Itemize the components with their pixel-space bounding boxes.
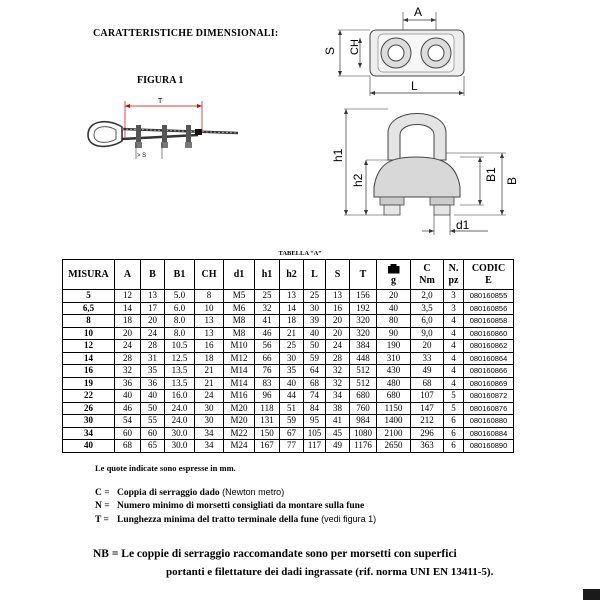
table-cell: 3 [444, 302, 464, 315]
column-header [280, 260, 304, 290]
table-cell: M8 [224, 327, 255, 340]
table-cell: 77 [280, 440, 304, 453]
table-cell: 080160872 [464, 390, 514, 403]
table-cell: 6 [444, 415, 464, 428]
units-note: Le quote indicate sono espresse in mm. [95, 463, 236, 473]
table-cell: 1176 [350, 440, 377, 453]
table-cell: 156 [350, 290, 377, 303]
figure-1-drawing [78, 95, 243, 170]
header-line-1: B1 [173, 268, 186, 280]
table-cell: M10 [224, 340, 255, 353]
header-line-1: h2 [286, 268, 297, 280]
table-cell: M22 [224, 427, 255, 440]
column-header [165, 260, 195, 290]
table-cell: 16.0 [165, 390, 195, 403]
column-header [141, 260, 165, 290]
table-cell: 16 [326, 302, 350, 315]
table-cell: 9,0 [411, 327, 444, 340]
dimension-h1-h2 [331, 109, 388, 215]
table-cell: 28 [141, 340, 165, 353]
table-cell: 13 [195, 327, 224, 340]
table-cell: 1150 [377, 402, 411, 415]
header-line-1: B [149, 268, 156, 280]
table-cell: 36 [141, 377, 165, 390]
table-cell: 20 [326, 327, 350, 340]
nb-line-1: NB = Le coppie di serraggio raccomandate sono per morsetti con superfici [93, 548, 457, 560]
column-header [115, 260, 141, 290]
table-cell: 10 [63, 327, 115, 340]
table-row [63, 327, 514, 340]
table-cell: 40 [63, 440, 115, 453]
column-header [464, 260, 514, 290]
table-cell: 512 [350, 365, 377, 378]
table-cell: 8.0 [165, 327, 195, 340]
table-cell: 24 [141, 327, 165, 340]
table-cell: 6 [444, 427, 464, 440]
table-cell: 34 [195, 440, 224, 453]
table-cell: 45 [326, 427, 350, 440]
table-cell: 4 [444, 327, 464, 340]
table-row [63, 352, 514, 365]
section-title: CARATTERISTICHE DIMENSIONALI: [93, 28, 279, 39]
table-cell: 4 [444, 340, 464, 353]
table-cell: 20 [411, 340, 444, 353]
table-cell: 320 [350, 327, 377, 340]
table-cell: 59 [304, 352, 326, 365]
header-line-1: A [123, 268, 132, 280]
table-cell: 5 [63, 290, 115, 303]
table-cell: 21 [195, 377, 224, 390]
table-cell: 680 [377, 390, 411, 403]
table-cell: 34 [63, 427, 115, 440]
table-cell: 68 [304, 377, 326, 390]
table-cell: 12 [63, 340, 115, 353]
table-cell: 21 [280, 327, 304, 340]
table-cell: 25 [304, 290, 326, 303]
table-cell: 147 [411, 402, 444, 415]
column-header [326, 260, 350, 290]
table-cell: M8 [224, 315, 255, 328]
header-line-2: pz [448, 274, 459, 286]
header-line-1: T [359, 268, 367, 280]
table-cell: 49 [326, 440, 350, 453]
table-cell: 4 [444, 352, 464, 365]
table-cell: 430 [377, 365, 411, 378]
table-cell: 55 [141, 415, 165, 428]
table-cell: 480 [377, 377, 411, 390]
table-cell: 49 [411, 365, 444, 378]
h1-label: h1 [331, 148, 345, 162]
legend-key: C = [95, 488, 110, 498]
table-cell: 24.0 [165, 415, 195, 428]
legend-c [95, 487, 284, 498]
header-line-1: h1 [261, 268, 273, 280]
table-cell: 74 [304, 390, 326, 403]
l-label: L [411, 79, 418, 93]
table-cell: 310 [377, 352, 411, 365]
table-cell: 64 [304, 365, 326, 378]
clip-body-top [370, 30, 464, 76]
b-label: B [505, 176, 519, 185]
legend-n [95, 501, 364, 511]
table-cell: 66 [255, 352, 280, 365]
table-cell: 90 [377, 327, 411, 340]
table-cell: 680 [350, 390, 377, 403]
table-cell: 56 [255, 340, 280, 353]
table-cell: M12 [224, 352, 255, 365]
legend-text: Lunghezza minima del tratto terminale della fune [117, 515, 319, 525]
table-cell: 10.5 [165, 340, 195, 353]
table-cell: 13 [326, 290, 350, 303]
dimension-l [370, 76, 464, 96]
table-cell: 35 [141, 365, 165, 378]
table-row [63, 427, 514, 440]
table-cell: 30 [195, 402, 224, 415]
table-cell: 68 [115, 440, 141, 453]
table-cell: 96 [255, 390, 280, 403]
b1-label: B1 [484, 167, 498, 182]
table-cell: 190 [377, 340, 411, 353]
corner-mark [583, 589, 600, 600]
table-row [63, 290, 514, 303]
table-cell: 32 [326, 365, 350, 378]
table-cell: 30.0 [165, 427, 195, 440]
header-line-1: C [423, 262, 431, 274]
table-cell: 5 [444, 402, 464, 415]
table-cell: 35 [280, 365, 304, 378]
table-cell: 40 [141, 390, 165, 403]
dimensions-table [62, 259, 514, 453]
table-cell: 80 [377, 315, 411, 328]
table-cell: 18 [195, 352, 224, 365]
header-line-1: S [334, 268, 341, 280]
column-header [304, 260, 326, 290]
table-cell: 30 [304, 302, 326, 315]
table-row [63, 440, 514, 453]
table-cell: 33 [411, 352, 444, 365]
table-cell: 41 [255, 315, 280, 328]
legend-t [95, 514, 376, 525]
dimension-s-ch [323, 30, 370, 76]
table-cell: 080160866 [464, 365, 514, 378]
table-cell: 13.5 [165, 377, 195, 390]
table-cell: 3,5 [411, 302, 444, 315]
table-cell: 40 [280, 377, 304, 390]
table-cell: 34 [326, 390, 350, 403]
table-cell: 2,0 [411, 290, 444, 303]
table-cell: 24 [115, 340, 141, 353]
h2-label: h2 [351, 173, 365, 187]
table-row [63, 390, 514, 403]
nb-line-2: portanti e filettature dei dadi ingrassate (rif. norma UNI EN 13411-5). [166, 566, 494, 578]
table-cell: 20 [115, 327, 141, 340]
header-line-2: g [391, 274, 396, 286]
table-cell: M6 [224, 302, 255, 315]
table-cell: 40 [377, 302, 411, 315]
table-cell: 1080 [350, 427, 377, 440]
table-cell: 31 [141, 352, 165, 365]
table-cell: 46 [115, 402, 141, 415]
table-cell: 30 [195, 415, 224, 428]
table-cell: 14 [115, 302, 141, 315]
table-title: TABELLA “A” [278, 250, 322, 257]
table-cell: 14 [63, 352, 115, 365]
table-cell: 8 [63, 315, 115, 328]
table-cell: 080160880 [464, 415, 514, 428]
table-cell: 14 [280, 302, 304, 315]
clip-top-view-drawing [318, 2, 478, 100]
table-cell: 39 [304, 315, 326, 328]
table-cell: 6,0 [411, 315, 444, 328]
table-cell: 296 [411, 427, 444, 440]
table-cell: 167 [255, 440, 280, 453]
table-cell: 12 [115, 290, 141, 303]
table-cell: 21 [195, 365, 224, 378]
header-line-2: E [485, 274, 492, 286]
table-cell: 44 [280, 390, 304, 403]
table-cell: 080160858 [464, 315, 514, 328]
table-cell: 8 [195, 290, 224, 303]
table-cell: 25 [280, 340, 304, 353]
column-header [195, 260, 224, 290]
s-dimension-label: > S [137, 153, 147, 159]
table-cell: 080160884 [464, 427, 514, 440]
table-cell: 12.5 [165, 352, 195, 365]
table-cell: 65 [141, 440, 165, 453]
table-cell: 080160864 [464, 352, 514, 365]
table-cell: 32 [326, 377, 350, 390]
table-cell: 20 [377, 290, 411, 303]
table-cell: 080160890 [464, 440, 514, 453]
table-cell: 18 [280, 315, 304, 328]
table-cell: 3 [444, 290, 464, 303]
table-cell: M16 [224, 390, 255, 403]
table-cell: 84 [304, 402, 326, 415]
table-cell: 19 [63, 377, 115, 390]
table-cell: 363 [411, 440, 444, 453]
legend-key: T = [95, 515, 109, 525]
table-cell: 6.0 [165, 302, 195, 315]
table-cell: 448 [350, 352, 377, 365]
table-row [63, 377, 514, 390]
table-cell: 6 [444, 440, 464, 453]
table-cell: 13.5 [165, 365, 195, 378]
table-cell: 107 [411, 390, 444, 403]
table-cell: 54 [115, 415, 141, 428]
table-cell: 080160869 [464, 377, 514, 390]
t-dimension-label: T [158, 98, 163, 105]
table-cell: 18 [115, 315, 141, 328]
table-cell: 10 [195, 302, 224, 315]
column-header [63, 260, 115, 290]
table-cell: 512 [350, 377, 377, 390]
table-header-row [63, 260, 514, 290]
table-cell: 24 [195, 390, 224, 403]
table-cell: 24.0 [165, 402, 195, 415]
table-cell: 080160856 [464, 302, 514, 315]
header-line-1: MISURA [68, 268, 109, 280]
table-cell: 984 [350, 415, 377, 428]
table-cell: 13 [280, 290, 304, 303]
table-cell: 30 [280, 352, 304, 365]
header-line-1: CODIC [471, 262, 506, 274]
table-cell: M20 [224, 402, 255, 415]
table-cell: 20 [326, 315, 350, 328]
table-cell: 83 [255, 377, 280, 390]
table-cell: 080160855 [464, 290, 514, 303]
table-cell: 4 [444, 365, 464, 378]
table-cell: 36 [115, 377, 141, 390]
table-cell: 46 [255, 327, 280, 340]
table-cell: 60 [141, 427, 165, 440]
table-cell: 50 [141, 402, 165, 415]
column-header [411, 260, 444, 290]
legend-text: Coppia di serraggio dado [117, 488, 220, 498]
table-cell: 32 [115, 365, 141, 378]
table-cell: 30 [63, 415, 115, 428]
header-line-1: L [311, 268, 318, 280]
s-label: S [323, 46, 337, 55]
a-label: A [414, 5, 423, 19]
clip-body-side [374, 114, 460, 216]
table-cell: 131 [255, 415, 280, 428]
table-row [63, 365, 514, 378]
d1-label: d1 [456, 218, 470, 232]
table-cell: 16 [63, 365, 115, 378]
clip-side-view-drawing [318, 105, 519, 241]
table-cell: 2100 [377, 427, 411, 440]
table-cell: 16 [195, 340, 224, 353]
table-cell: 118 [255, 402, 280, 415]
table-cell: 17 [141, 302, 165, 315]
table-row [63, 402, 514, 415]
table-row [63, 340, 514, 353]
table-cell: 20 [141, 315, 165, 328]
legend-suffix: (vedi figura 1) [318, 514, 377, 524]
table-cell: M20 [224, 415, 255, 428]
column-header [444, 260, 464, 290]
table-cell: 105 [304, 427, 326, 440]
table-row [63, 302, 514, 315]
table-cell: 28 [326, 352, 350, 365]
table-cell: 4 [444, 315, 464, 328]
table-cell: 22 [63, 390, 115, 403]
table-cell: 95 [304, 415, 326, 428]
table-cell: 24 [326, 340, 350, 353]
table-cell: 28 [115, 352, 141, 365]
table-cell: 68 [411, 377, 444, 390]
table-cell: M14 [224, 377, 255, 390]
dimension-d1 [422, 215, 488, 235]
figure-1-label: FIGURA 1 [137, 75, 184, 86]
column-header [377, 260, 411, 290]
table-cell: 50 [304, 340, 326, 353]
ch-label: CH [349, 39, 361, 55]
table-cell: 40 [115, 390, 141, 403]
table-cell: 13 [195, 315, 224, 328]
table-cell: 76 [255, 365, 280, 378]
table-cell: 2650 [377, 440, 411, 453]
table-cell: 760 [350, 402, 377, 415]
legend-suffix: (Newton metro) [219, 487, 285, 497]
table-cell: 384 [350, 340, 377, 353]
legend-key: N = [95, 501, 110, 511]
table-row [63, 315, 514, 328]
weight-icon [388, 264, 400, 274]
table-cell: 192 [350, 302, 377, 315]
table-cell: 40 [304, 327, 326, 340]
table-cell: 080160876 [464, 402, 514, 415]
table-cell: 320 [350, 315, 377, 328]
table-cell: 41 [326, 415, 350, 428]
table-cell: 25 [255, 290, 280, 303]
table-cell: 8.0 [165, 315, 195, 328]
table-cell: 6,5 [63, 302, 115, 315]
table-cell: 150 [255, 427, 280, 440]
table-cell: M14 [224, 365, 255, 378]
header-line-1: d1 [233, 268, 245, 280]
table-cell: 51 [280, 402, 304, 415]
table-cell: 5.0 [165, 290, 195, 303]
table-cell: 117 [304, 440, 326, 453]
table-cell: 4 [444, 377, 464, 390]
table-cell: 26 [63, 402, 115, 415]
table-body [63, 290, 514, 453]
table-cell: M5 [224, 290, 255, 303]
table-cell: 32 [255, 302, 280, 315]
column-header [255, 260, 280, 290]
table-cell: 38 [326, 402, 350, 415]
table-cell: 13 [141, 290, 165, 303]
header-line-2: Nm [419, 274, 435, 286]
column-header [224, 260, 255, 290]
header-line-1: CH [201, 268, 217, 280]
table-cell: 080160860 [464, 327, 514, 340]
table-cell: 59 [280, 415, 304, 428]
header-line-1: N. [448, 262, 459, 274]
table-cell: M24 [224, 440, 255, 453]
legend-text: Numero minimo di morsetti consigliati da montare sulla fune [117, 501, 365, 511]
table-row [63, 415, 514, 428]
table-cell: 34 [195, 427, 224, 440]
table-cell: 60 [115, 427, 141, 440]
table-cell: 5 [444, 390, 464, 403]
table-cell: 212 [411, 415, 444, 428]
column-header [350, 260, 377, 290]
table-cell: 67 [280, 427, 304, 440]
table-cell: 1400 [377, 415, 411, 428]
table-cell: 080160862 [464, 340, 514, 353]
table-cell: 30.0 [165, 440, 195, 453]
